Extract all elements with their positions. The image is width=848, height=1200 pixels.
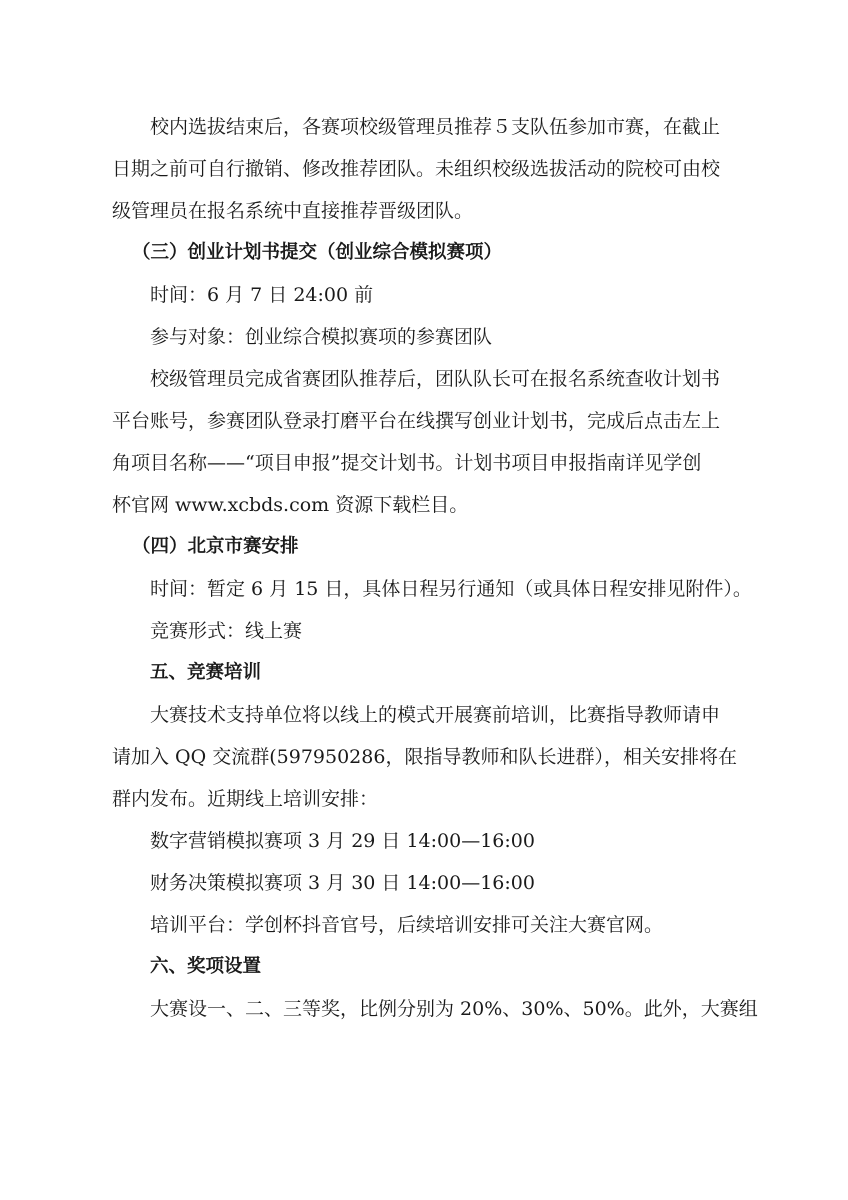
text-line: 杯官网 www.xcbds.com 资源下载栏目。: [112, 494, 469, 516]
paragraph-business-plan: [112, 358, 744, 526]
text-line: 日期之前可自行撤销、修改推荐团队。未组织校级选拔活动的院校可由校: [112, 158, 721, 180]
text-line: 请加入 QQ 交流群(597950286，限指导教师和队长进群），相关安排将在: [112, 746, 737, 768]
text-line: 校级管理员完成省赛团队推荐后，团队队长可在报名系统查收计划书: [150, 368, 721, 390]
text-line: 大赛技术支持单位将以线上的模式开展赛前培训，比赛指导教师请申: [150, 704, 721, 726]
text-line: 群内发布。近期线上培训安排：: [112, 788, 379, 810]
document-body: [112, 106, 758, 1030]
text-line: 校内选拔结束后，各赛项校级管理员推荐５支队伍参加市赛，在截止: [150, 116, 721, 138]
training-platform: 培训平台：学创杯抖音官号，后续培训安排可关注大赛官网。: [150, 914, 664, 936]
section-4-format: 竞赛形式：线上赛: [150, 620, 303, 642]
training-schedule-1: 数字营销模拟赛项 3 月 29 日 14:00—16:00: [150, 830, 535, 852]
section-3-time: 时间：6 月 7 日 24:00 前: [150, 284, 374, 306]
paragraph-school-selection: [112, 106, 744, 232]
text-line: 平台账号，参赛团队登录打磨平台在线撰写创业计划书，完成后点击左上: [112, 410, 721, 432]
training-schedule-2: 财务决策模拟赛项 3 月 30 日 14:00—16:00: [150, 872, 535, 894]
section-4-time: 时间：暂定 6 月 15 日，具体日程另行通知（或具体日程安排见附件）。: [150, 578, 752, 600]
text-line: 级管理员在报名系统中直接推荐晋级团队。: [112, 200, 474, 222]
section-3-heading: （三）创业计划书提交（创业综合模拟赛项）: [132, 242, 503, 263]
paragraph-training: [112, 694, 744, 820]
section-3-participants: 参与对象：创业综合模拟赛项的参赛团队: [150, 326, 493, 348]
section-six-heading: 六、奖项设置: [150, 956, 262, 977]
section-4-heading: （四）北京市赛安排: [132, 536, 299, 557]
text-line: 角项目名称——“项目申报”提交计划书。计划书项目申报指南详见学创: [112, 452, 702, 474]
awards-text-line: 大赛设一、二、三等奖，比例分别为 20%、30%、50%。此外，大赛组: [150, 998, 758, 1020]
section-five-heading: 五、竞赛培训: [150, 662, 262, 683]
